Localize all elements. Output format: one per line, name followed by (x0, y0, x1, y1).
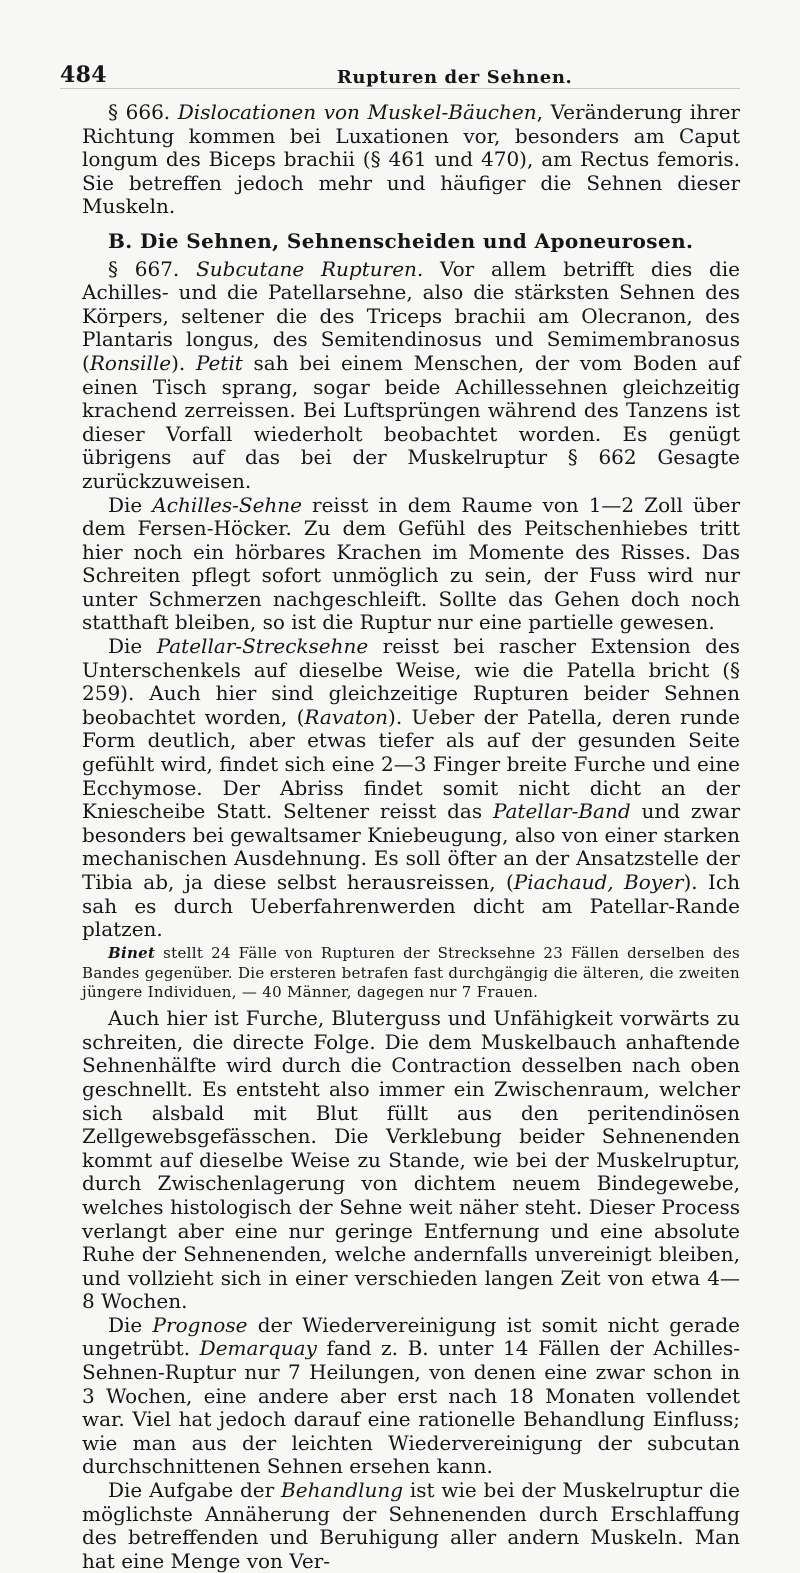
paragraph-text: der Wiedervereinigung ist somit nicht gerade ungetrübt. (82, 1312, 740, 1361)
italic-term: Prognose (152, 1312, 248, 1337)
paragraph-text: ). Ich sah es durch Ueberfahrenwerden dicht am Patellar-Rande platzen. (82, 870, 740, 942)
paragraph-text: Die (108, 492, 153, 517)
paragraph-text: Die Aufgabe der (108, 1478, 282, 1503)
paragraph-text: ). Ueber der Patella, deren runde Form deutlich, aber etwas tiefer als auf der gesunden Seite gefühlt wird, findet sich eine 2—3 Finger breite Furche und eine Ecchymose. Der Abriss findet somit nicht dicht an der Kniescheibe Statt. Seltener reisst das (82, 704, 741, 824)
author-name: Piachaud, Boyer (513, 870, 684, 894)
paragraph-text: und zwar besonders bei gewaltsamer Kniebeugung, also von einer starken mechanischen Ausdehnung. Es soll öfter an der Ansatzstelle der Tibia ab, ja diese selbst herausreissen, ( (82, 799, 740, 894)
section-number: § 666. (108, 100, 178, 124)
author-name: Ronsille (89, 350, 172, 375)
small-print-note (82, 944, 740, 1003)
paragraph-patellar (82, 635, 740, 942)
italic-term: Patellar-Band (492, 799, 631, 824)
paragraph-666 (82, 101, 740, 219)
italic-term: Subcutane Rupturen. (196, 256, 424, 281)
italic-term: Behandlung (281, 1478, 404, 1503)
paragraph-text: reisst bei rascher Extension des Unterschenkels auf dieselbe Weise, wie die Patella bricht (§ 259). Auch hier sind gleichzeitige Rupturen beider Sehnen beobachtet worden, ( (82, 634, 741, 729)
paragraph-text: , Veränderung ihrer Richtung kommen bei Luxationen vor, besonders am Caput longum des Biceps brachii (§ 461 und 470), am Rectus femoris. Sie betreffen jedoch mehr und häufiger die Sehnen dieser Muskeln. (82, 100, 740, 219)
section-heading: B. Die Sehnen, Sehnenscheiden und Aponeurosen. (108, 228, 694, 253)
running-title: Rupturen der Sehnen. (336, 67, 573, 88)
paragraph-667 (82, 258, 740, 494)
paragraph-text: ). (171, 350, 196, 375)
author-name: Petit (195, 350, 243, 375)
italic-term: Patellar-Strecksehne (156, 634, 369, 659)
italic-term: Achilles-Sehne (152, 492, 303, 517)
italic-term: Dislocationen von Muskel-Bäuchen (177, 100, 537, 124)
paragraph-text: sah bei einem Menschen, der vom Boden auf einen Tisch sprang, sogar beide Achillessehnen gleichzeitig krachend zerreissen. Bei Luftsprüngen während des Tanzens ist dieser Vorfall wiederholt beobachtet worden. Es genügt übrigens auf das bei der Muskelruptur § 662 Gesagte zurückzuweisen. (82, 350, 740, 493)
paragraph-text: Die (108, 1312, 153, 1337)
paragraph-text: Vor allem betrifft dies die Achilles- und die Patellarsehne, also die stärksten Sehnen des Körpers, seltener die des Triceps brachii am Olecranon, des Plantaris longus, des Semitendinosus und Semimembranosus ( (82, 256, 741, 375)
paragraph-text: Die (108, 634, 157, 659)
paragraph-text: reisst in dem Raume von 1—2 Zoll über dem Fersen-Höcker. Zu dem Gefühl des Peitschenhiebes tritt hier noch ein hörbares Krachen im Momente des Risses. Das Schreiten pflegt sofort unmöglich zu sein, der Fuss wird nur unter Schmerzen nachgeschleift. Sollte das Gehen doch noch statthaft bleiben, so ist die Ruptur nur eine partielle gewesen. (82, 492, 741, 635)
author-name: Demarquay (199, 1336, 317, 1361)
page-number: 484 (60, 62, 107, 88)
paragraph-prognose (82, 1314, 740, 1479)
note-text: stellt 24 Fälle von Rupturen der Strecksehne 23 Fällen derselben des Bandes gegenüber. Die ersteren betrafen fast durchgängig die älteren, die zweiten jüngere Individuen, — 40 Männer, dagegen nur 7 Frauen. (82, 943, 740, 1002)
section-number: § 667. (108, 256, 197, 281)
paragraph-behandlung (82, 1479, 740, 1573)
author-name: Ravaton (304, 704, 389, 729)
paragraph-achilles (82, 494, 740, 636)
paragraph-consequences: Auch hier ist Furche, Bluterguss und Unfähigkeit vorwärts zu schreiten, die directe Folge. Die dem Muskelbauch anhaftende Sehnenhälfte wird durch die Contraction desselben nach oben geschnellt. Es entsteht also immer ein Zwischenraum, welcher sich alsbald mit Blut füllt aus den peritendinösen Zellgewebsgefässchen. Die Verklebung beider Sehnenenden kommt auf dieselbe Weise zu Stande, wie bei der Muskelruptur, durch Zwischenlagerung von dichtem neuem Bindegewebe, welches histologisch der Sehne weit näher steht. Dieser Process verlangt aber eine nur geringe Entfernung und eine absolute Ruhe der Sehnenenden, welche andernfalls unvereinigt bleiben, und vollzieht sich in einer verschieden langen Zeit von etwa 4—8 Wochen. (82, 1006, 740, 1314)
paragraph-text: fand z. B. unter 14 Fällen der Achilles-Sehnen-Ruptur nur 7 Heilungen, von denen eine zwar schon in 3 Wochen, eine andere aber erst nach 18 Monaten vollendet war. Viel hat jedoch darauf eine rationelle Behandlung Einfluss; wie man aus der leichten Wiedervereinigung der subcutan durchschnittenen Sehnen ersehen kann. (82, 1336, 740, 1479)
paragraph-text: ist wie bei der Muskelruptur die möglichste Annäherung der Sehnenenden durch Erschlaffung des betreffenden und Beruhigung aller andern Muskeln. Man hat eine Menge von Ver- (82, 1478, 740, 1573)
author-name: Binet (108, 943, 156, 962)
page-header (60, 48, 740, 89)
body-text (82, 101, 740, 1573)
